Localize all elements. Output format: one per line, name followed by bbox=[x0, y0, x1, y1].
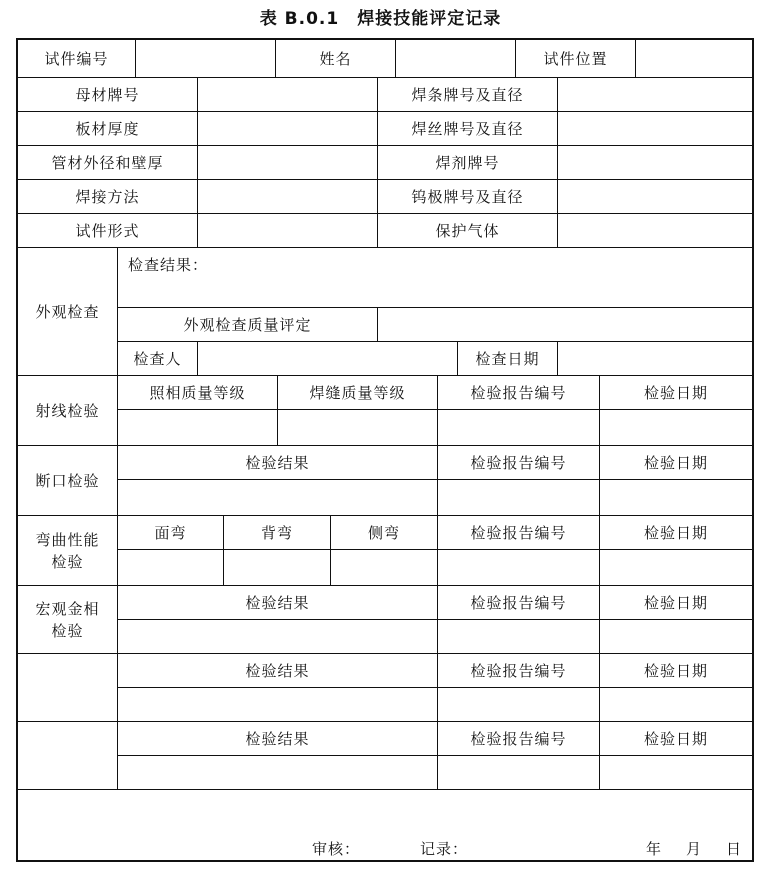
visual-quality-field[interactable] bbox=[378, 308, 752, 342]
radiographic-label: 射线检验 bbox=[18, 376, 118, 446]
macro-test-label-line1: 宏观金相 bbox=[35, 599, 100, 618]
flux-field[interactable] bbox=[558, 146, 752, 180]
specimen-no-label: 试件编号 bbox=[18, 40, 136, 78]
wire-label: 焊丝牌号及直径 bbox=[378, 112, 558, 146]
fracture-result-label: 检验结果 bbox=[118, 446, 438, 480]
side-bend-field[interactable] bbox=[331, 550, 438, 586]
day-label: 日 bbox=[726, 840, 743, 858]
bend-report-label: 检验报告编号 bbox=[438, 516, 600, 550]
electrode-label: 焊条牌号及直径 bbox=[378, 78, 558, 112]
specimen-position-label: 试件位置 bbox=[516, 40, 636, 78]
specimen-form-field[interactable] bbox=[198, 214, 378, 248]
macro-test-label-line2: 检验 bbox=[51, 621, 84, 640]
name-label: 姓名 bbox=[276, 40, 396, 78]
photo-grade-field[interactable] bbox=[118, 410, 278, 446]
plate-thickness-field[interactable] bbox=[198, 112, 378, 146]
bend-date-field[interactable] bbox=[600, 550, 752, 586]
macro-date-label: 检验日期 bbox=[600, 586, 752, 620]
bend-report-field[interactable] bbox=[438, 550, 600, 586]
face-bend-label: 面弯 bbox=[118, 516, 224, 550]
visual-date-field[interactable] bbox=[558, 342, 752, 376]
base-metal-label: 母材牌号 bbox=[18, 78, 198, 112]
name-field[interactable] bbox=[396, 40, 516, 78]
extra-2-report-field[interactable] bbox=[438, 756, 600, 790]
radiographic-report-label: 检验报告编号 bbox=[438, 376, 600, 410]
month-label: 月 bbox=[686, 840, 703, 858]
bend-test-label-line2: 检验 bbox=[51, 552, 84, 571]
photo-grade-label: 照相质量等级 bbox=[118, 376, 278, 410]
specimen-position-field[interactable] bbox=[636, 40, 752, 78]
radiographic-report-field[interactable] bbox=[438, 410, 600, 446]
visual-quality-label: 外观检查质量评定 bbox=[118, 308, 378, 342]
form-title: 表 B.0.1 焊接技能评定记录 bbox=[259, 9, 502, 29]
visual-inspection-label: 外观检查 bbox=[18, 248, 118, 376]
macro-report-label: 检验报告编号 bbox=[438, 586, 600, 620]
extra-2-date-field[interactable] bbox=[600, 756, 752, 790]
welding-method-field[interactable] bbox=[198, 180, 378, 214]
fracture-date-label: 检验日期 bbox=[600, 446, 752, 480]
tungsten-field[interactable] bbox=[558, 180, 752, 214]
tungsten-label: 钨极牌号及直径 bbox=[378, 180, 558, 214]
flux-label: 焊剂牌号 bbox=[378, 146, 558, 180]
record-label: 记录： bbox=[420, 840, 469, 858]
weld-grade-field[interactable] bbox=[278, 410, 438, 446]
specimen-form-label: 试件形式 bbox=[18, 214, 198, 248]
shielding-gas-label: 保护气体 bbox=[378, 214, 558, 248]
shielding-gas-field[interactable] bbox=[558, 214, 752, 248]
macro-report-field[interactable] bbox=[438, 620, 600, 654]
welding-skill-record-form bbox=[16, 38, 754, 862]
wire-field[interactable] bbox=[558, 112, 752, 146]
pipe-diameter-field[interactable] bbox=[198, 146, 378, 180]
fracture-date-field[interactable] bbox=[600, 480, 752, 516]
extra-1-report-label: 检验报告编号 bbox=[438, 654, 600, 688]
welding-method-label: 焊接方法 bbox=[18, 180, 198, 214]
root-bend-label: 背弯 bbox=[224, 516, 331, 550]
plate-thickness-label: 板材厚度 bbox=[18, 112, 198, 146]
bend-test-label bbox=[18, 516, 118, 586]
macro-result-label: 检验结果 bbox=[118, 586, 438, 620]
visual-result-label: 检查结果： bbox=[128, 256, 209, 274]
pipe-diameter-label: 管材外径和壁厚 bbox=[18, 146, 198, 180]
extra-2-report-label: 检验报告编号 bbox=[438, 722, 600, 756]
bend-date-label: 检验日期 bbox=[600, 516, 752, 550]
review-label: 审核： bbox=[312, 840, 361, 858]
extra-1-date-label: 检验日期 bbox=[600, 654, 752, 688]
radiographic-date-field[interactable] bbox=[600, 410, 752, 446]
face-bend-field[interactable] bbox=[118, 550, 224, 586]
visual-inspector-label: 检查人 bbox=[118, 342, 198, 376]
root-bend-field[interactable] bbox=[224, 550, 331, 586]
visual-result-field[interactable] bbox=[118, 248, 752, 308]
electrode-field[interactable] bbox=[558, 78, 752, 112]
extra-1-result-field[interactable] bbox=[118, 688, 438, 722]
extra-test-1-label-field[interactable] bbox=[18, 654, 118, 722]
fracture-result-field[interactable] bbox=[118, 480, 438, 516]
extra-2-result-field[interactable] bbox=[118, 756, 438, 790]
extra-1-result-label: 检验结果 bbox=[118, 654, 438, 688]
macro-date-field[interactable] bbox=[600, 620, 752, 654]
extra-1-date-field[interactable] bbox=[600, 688, 752, 722]
bend-test-label-line1: 弯曲性能 bbox=[35, 530, 100, 549]
fracture-label: 断口检验 bbox=[18, 446, 118, 516]
side-bend-label: 侧弯 bbox=[331, 516, 438, 550]
specimen-no-field[interactable] bbox=[136, 40, 276, 78]
signature-row bbox=[18, 835, 752, 861]
fracture-report-field[interactable] bbox=[438, 480, 600, 516]
radiographic-date-label: 检验日期 bbox=[600, 376, 752, 410]
weld-grade-label: 焊缝质量等级 bbox=[278, 376, 438, 410]
base-metal-field[interactable] bbox=[198, 78, 378, 112]
visual-date-label: 检查日期 bbox=[458, 342, 558, 376]
macro-test-label bbox=[18, 586, 118, 654]
extra-1-report-field[interactable] bbox=[438, 688, 600, 722]
extra-2-result-label: 检验结果 bbox=[118, 722, 438, 756]
extra-2-date-label: 检验日期 bbox=[600, 722, 752, 756]
year-label: 年 bbox=[646, 840, 663, 858]
visual-inspector-field[interactable] bbox=[198, 342, 458, 376]
fracture-report-label: 检验报告编号 bbox=[438, 446, 600, 480]
extra-test-2-label-field[interactable] bbox=[18, 722, 118, 790]
macro-result-field[interactable] bbox=[118, 620, 438, 654]
